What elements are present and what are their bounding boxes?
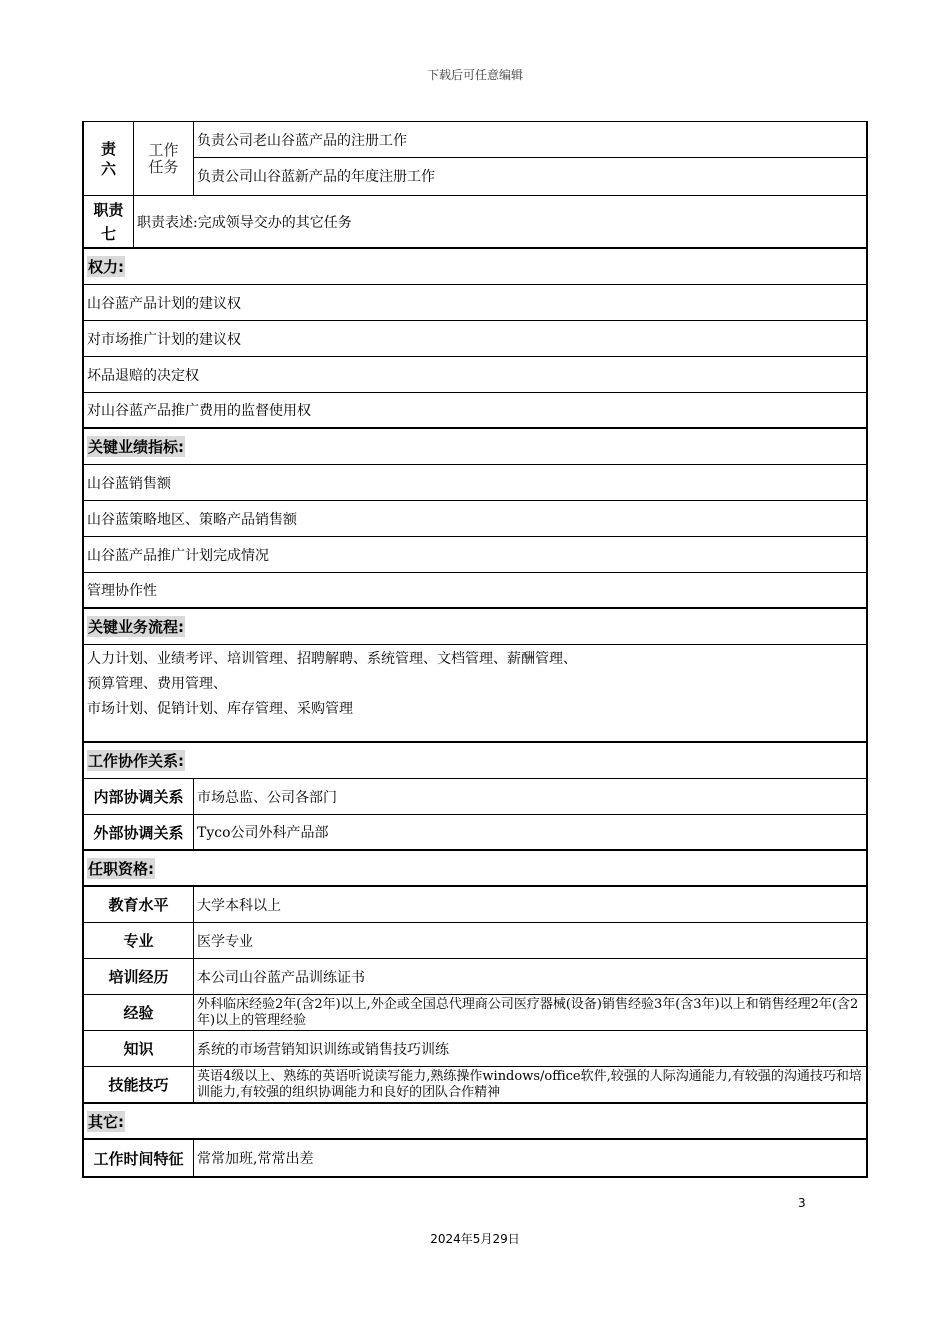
other-section-header [84,1104,866,1140]
qualification-value: 医学专业 [197,933,253,950]
qualifications-section-header [84,851,866,887]
qualification-label: 知识 [84,1031,194,1066]
list-item [84,321,866,357]
qualification-value: 系统的市场营销知识训练或销售技巧训练 [197,1041,449,1058]
kpi-item: 山谷蓝策略地区、策略产品销售额 [87,511,297,528]
power-item: 山谷蓝产品计划的建议权 [87,295,241,312]
kpi-item: 管理协作性 [87,583,157,599]
qualification-value: 外科临床经验2年(含2年)以上,外企或全国总代理商公司医疗器械(设备)销售经验3年(含3年)以上和销售经理2年(含2年)以上的管理经验 [197,996,859,1028]
kpi-title: 关键业绩指标: [88,438,184,456]
qualification-label: 经验 [84,995,194,1030]
process-line: 预算管理、费用管理、 [87,676,227,692]
work-time-value: 常常加班,常常出差 [197,1151,314,1167]
qualification-label: 培训经历 [84,959,194,994]
responsibility-six-tasks [194,122,866,195]
responsibility-six-label: 工作 任务 [134,122,194,195]
internal-relations-value: 市场总监、公司各部门 [197,789,337,806]
page-number: 3 [798,1196,806,1210]
qualification-label: 专业 [84,923,194,958]
qualification-label: 技能技巧 [84,1067,194,1102]
qualification-value: 大学本科以上 [197,897,281,914]
power-section-header [84,249,866,285]
relations-title: 工作协作关系: [88,752,184,770]
power-item: 对山谷蓝产品推广费用的监督使用权 [87,403,311,419]
kpi-section-header [84,429,866,465]
qualification-row-education [84,887,866,923]
work-time-row [84,1140,866,1176]
process-title: 关键业务流程: [88,618,184,636]
qualification-row-training [84,959,866,995]
process-line: 人力计划、业绩考评、培训管理、招聘解聘、系统管理、文档管理、薪酬管理、 [87,651,577,667]
qualification-row-experience [84,995,866,1031]
process-line: 市场计划、促销计划、库存管理、采购管理 [87,701,353,717]
list-item [84,537,866,573]
relations-section-header [84,743,866,779]
responsibility-seven-text: 职责表述:完成领导交办的其它任务 [137,214,352,231]
qualification-row-major [84,923,866,959]
qualification-value: 本公司山谷蓝产品训练证书 [197,969,365,986]
external-relations-label: 外部协调关系 [84,815,194,849]
external-relations-value: Tyco公司外科产品部 [197,825,329,841]
work-time-label: 工作时间特征 [84,1140,194,1176]
header-note: 下载后可任意编辑 [426,68,523,82]
responsibility-seven [84,196,866,249]
responsibility-six [84,122,866,196]
power-title: 权力: [88,258,124,276]
page-date: 2024年5月29日 [430,1232,520,1246]
qualification-label: 教育水平 [84,887,194,922]
kpi-item: 山谷蓝产品推广计划完成情况 [87,547,269,564]
task-item: 负责公司山谷蓝新产品的年度注册工作 [197,169,435,185]
process-list [84,645,866,743]
power-item: 对市场推广计划的建议权 [87,331,241,348]
list-item [84,501,866,537]
responsibility-six-number: 责 六 [84,122,134,195]
list-item [84,465,866,501]
responsibility-seven-number: 职责 七 [84,196,134,247]
job-description-table [82,121,868,1178]
other-title: 其它: [88,1112,124,1131]
qualifications-title: 任职资格: [88,859,154,878]
list-item [84,357,866,393]
kpi-item: 山谷蓝销售额 [87,475,171,492]
list-item [84,393,866,429]
qualification-value: 英语4级以上、熟练的英语听说读写能力,熟练操作windows/office软件,较强的人际沟通能力,有较强的沟通技巧和培训能力,有较强的组织协调能力和良好的团队合作精神 [197,1068,862,1100]
process-content [84,645,866,741]
list-item [84,285,866,321]
internal-relations-label: 内部协调关系 [84,779,194,814]
list-item [84,573,866,609]
qualification-row-knowledge [84,1031,866,1067]
task-item: 负责公司老山谷蓝产品的注册工作 [194,122,866,158]
internal-relations-row [84,779,866,815]
process-section-header [84,609,866,645]
external-relations-row [84,815,866,851]
power-item: 坏品退赔的决定权 [87,367,199,384]
qualification-row-skills [84,1067,866,1104]
